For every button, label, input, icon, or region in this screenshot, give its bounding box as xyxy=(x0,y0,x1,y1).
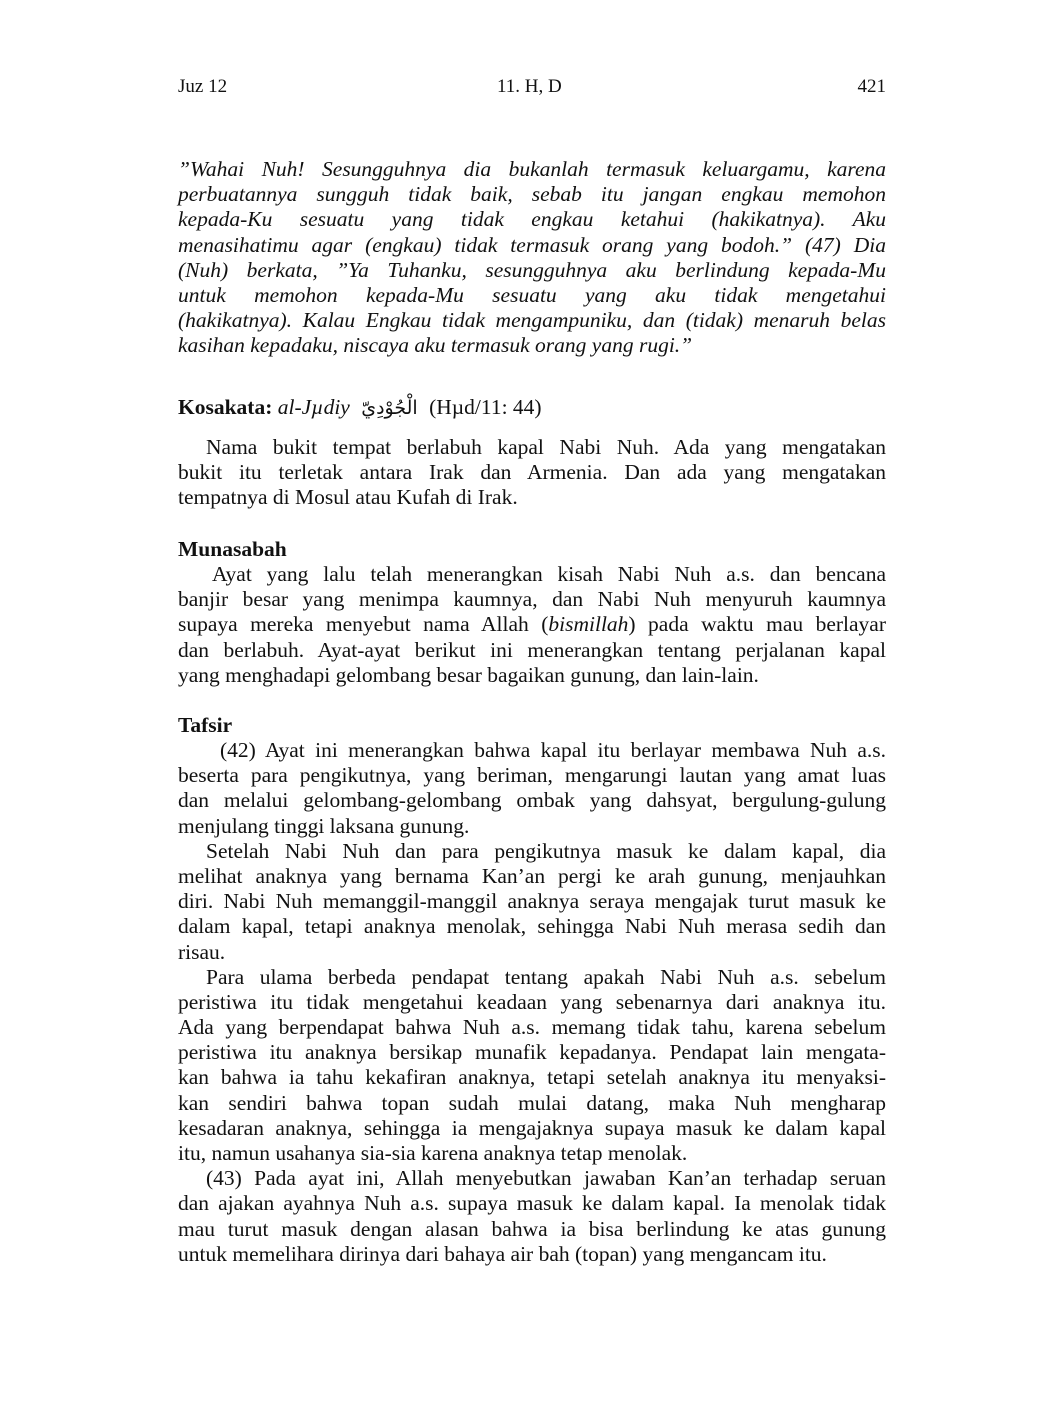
text-line: Ada yang berpendapat bahwa Nuh a.s. memang tidak tahu, karena sebelum xyxy=(178,1015,886,1040)
text-line: dalam kapal, tetapi anaknya menolak, sehingga Nabi Nuh merasa sedih dan xyxy=(178,914,886,939)
text-line: diri. Nabi Nuh memanggil-manggil anaknya seraya mengajak turut masuk ke xyxy=(178,889,886,914)
text-line: beserta para pengikutnya, yang beriman, mengarungi lautan yang amat luas xyxy=(178,763,886,788)
italic-term: bismillah xyxy=(548,612,629,637)
text-line: melihat anaknya yang bernama Kan’an pergi ke arah gunung, menjauhkan xyxy=(178,863,886,888)
text-line: perbuatannya sungguh tidak baik, sebab itu jangan engkau memohon xyxy=(178,182,886,207)
text-line: Ayat yang lalu telah menerangkan kisah Nabi Nuh a.s. dan bencana xyxy=(212,562,886,586)
text-line: Para ulama berbeda pendapat tentang apakah Nabi Nuh a.s. sebelum xyxy=(206,964,886,989)
text-line: kan sendiri bahwa topan sudah mulai datang, maka Nuh mengharap xyxy=(178,1090,886,1115)
text-line: untuk memelihara dirinya dari bahaya air bah (topan) yang mengancam itu. xyxy=(178,1241,827,1266)
tafsir-section xyxy=(178,713,886,1267)
running-header-juz: Juz 12 xyxy=(178,76,228,97)
text-line: untuk memohon kepada-Mu sesuatu yang aku tidak mengetahui xyxy=(178,282,886,307)
text-segment: supaya mereka menyebut nama Allah ( xyxy=(178,612,549,637)
tafsir-paragraph xyxy=(178,1166,886,1267)
text-line: Setelah Nabi Nuh dan para pengikutnya masuk ke dalam kapal, dia xyxy=(206,838,886,863)
text-line: mau turut masuk dengan alasan bahwa ia bisa berlindung ke atas gunung xyxy=(178,1216,886,1241)
text-line: (Nuh) berkata, ”Ya Tuhanku, sesungguhnya aku berlindung kepada-Mu xyxy=(178,257,886,282)
text-line xyxy=(178,612,886,637)
text-line: dan berlabuh. Ayat-ayat berikut ini menerangkan tentang perjalanan kapal xyxy=(178,637,886,662)
kosakata-heading xyxy=(178,395,886,420)
text-line: kasihan kepadaku, niscaya aku termasuk orang yang rugi.” xyxy=(178,333,693,358)
text-line: bukit itu terletak antara Irak dan Armenia. Dan ada yang mengatakan xyxy=(178,460,886,485)
tafsir-paragraph xyxy=(178,965,886,1167)
tafsir-heading: Tafsir xyxy=(178,713,233,737)
text-line: tempatnya di Mosul atau Kufah di Irak. xyxy=(178,485,518,510)
munasabah-section xyxy=(178,537,886,688)
munasabah-heading: Munasabah xyxy=(178,537,287,561)
running-header-surah: 11. H, D xyxy=(497,76,562,97)
text-line: (hakikatnya). Kalau Engkau tidak mengampuniku, dan (tidak) menaruh belas xyxy=(178,308,886,333)
tafsir-paragraph xyxy=(178,738,886,839)
page-number: 421 xyxy=(857,76,886,97)
text-segment: ) pada waktu mau berlayar xyxy=(628,612,887,637)
text-line: dan melalui gelombang-gelombang ombak yang dahsyat, bergulung-gulung xyxy=(178,788,886,813)
kosakata-arabic: الْجُوْدِيّ xyxy=(361,397,418,419)
kosakata-term: al-Jµdiy xyxy=(277,395,350,419)
text-line: kesadaran anaknya, sehingga ia mengajaknya supaya masuk ke dalam kapal xyxy=(178,1115,886,1140)
text-line: kan bahwa ia tahu kekafiran anaknya, tetapi setelah anaknya itu menyaksi- xyxy=(178,1065,886,1090)
text-line: (43) Pada ayat ini, Allah menyebutkan jawaban Kan’an terhadap seruan xyxy=(206,1166,886,1191)
text-line: dan ajakan ayahnya Nuh a.s. supaya masuk ke dalam kapal. Ia menolak tidak xyxy=(178,1191,886,1216)
text-line: risau. xyxy=(178,939,226,964)
kosakata-reference: (Hµd/11: 44) xyxy=(429,395,542,419)
text-line: itu, namun usahanya sia-sia karena anaknya tetap menolak. xyxy=(178,1141,688,1165)
text-line: banjir besar yang menimpa kaumnya, dan Nabi Nuh menyuruh kaumnya xyxy=(178,587,886,612)
text-line: kepada-Ku sesuatu yang tidak engkau ketahui (hakikatnya). Aku xyxy=(178,207,886,232)
text-line: peristiwa itu anaknya bersikap munafik kepadanya. Pendapat lain mengata- xyxy=(178,1040,886,1065)
translation-quote xyxy=(178,157,886,359)
text-line: yang menghadapi gelombang besar bagaikan gunung, dan lain-lain. xyxy=(178,662,759,687)
text-line: Nama bukit tempat berlabuh kapal Nabi Nuh. Ada yang mengatakan xyxy=(206,435,886,459)
kosakata-label: Kosakata: xyxy=(178,395,273,419)
text-line: (42) Ayat ini menerangkan bahwa kapal itu berlayar membawa Nuh a.s. xyxy=(220,738,886,762)
text-line: ”Wahai Nuh! Sesungguhnya dia bukanlah termasuk keluargamu, karena xyxy=(178,157,886,181)
text-line: peristiwa itu tidak mengetahui keadaan yang sebenarnya dari anaknya itu. xyxy=(178,989,886,1014)
text-line: menasihatimu agar (engkau) tidak termasuk orang yang bodoh.” (47) Dia xyxy=(178,232,886,257)
kosakata-definition xyxy=(178,435,886,511)
text-line: menjulang tinggi laksana gunung. xyxy=(178,813,470,838)
tafsir-paragraph xyxy=(178,839,886,965)
